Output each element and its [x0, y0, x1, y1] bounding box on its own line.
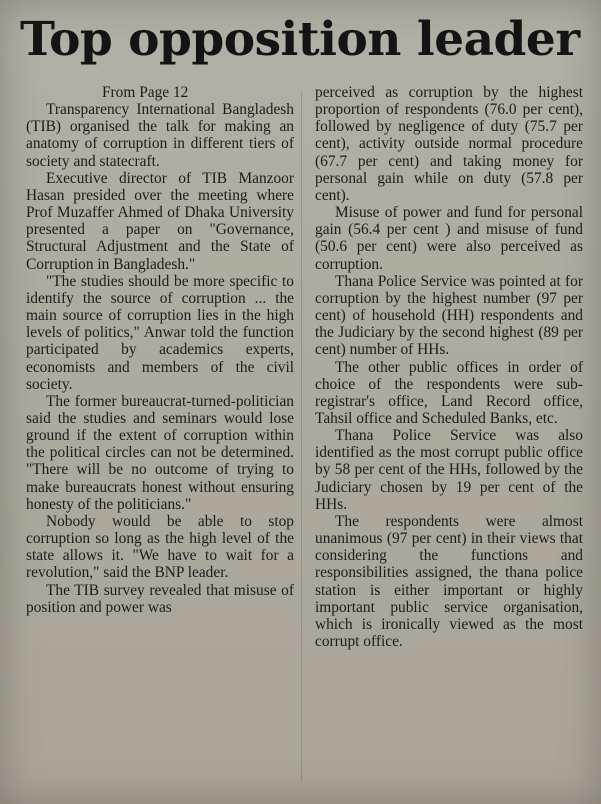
column-divider: [301, 92, 302, 782]
article-paragraph: Misuse of power and fund for personal gain (56.4 per cent ) and misuse of fund (50.6 per cent) were also perceived as corruption.: [315, 204, 583, 273]
article-paragraph: Thana Police Service was pointed at for corruption by the highest number (97 per cent) of household (HH) respondents and the Judiciary by the second highest (89 per cent) number of HHs.: [315, 272, 583, 359]
right-column: [315, 84, 583, 650]
article-paragraph: Transparency International Bangladesh (TIB) organised the talk for making an anatomy of corruption in different tiers of society and statecraft.: [26, 101, 294, 170]
article-paragraph: The other public offices in order of choice of the respondents were sub-registrar's office, Land Record office, Tahsil office and Scheduled Banks, etc.: [315, 358, 583, 427]
article-paragraph: Nobody would be able to stop corruption so long as the high level of the state allows it. "We have to wait for a revolution," said the BNP leader.: [26, 512, 294, 582]
article-paragraph: The TIB survey revealed that misuse of position and power was: [26, 581, 294, 616]
article-paragraph: The former bureaucrat-turned-politician said the studies and seminars would lose ground if the extent of corruption within the political circles can not be determined. "There will be no outcome of trying to make bureaucrats honest without ensuring honesty of the politicians.": [26, 392, 294, 513]
left-column: [26, 84, 294, 616]
page-reference: From Page 12: [102, 84, 189, 101]
article-paragraph: The respondents were almost unanimous (97 per cent) in their views that considering the functions and responsibilities assigned, the thana police station is either important or highly important public service organisation, which is ironically viewed as the most corrupt office.: [315, 512, 583, 650]
article-paragraph: Executive director of TIB Manzoor Hasan presided over the meeting where Prof Muzaffer Ahmed of Dhaka University presented a paper on "Governance, Structural Adjustment and the State of Corruption in Bangladesh.": [26, 169, 294, 273]
article-paragraph-continued: perceived as corruption by the highest proportion of respondents (76.0 per cent), followed by negligence of duty (75.7 per cent), activity outside normal procedure (67.7 per cent) and taking money for personal gain while on duty (57.8 per cent).: [315, 84, 583, 204]
article-paragraph: Thana Police Service was also identified as the most corrupt public office by 58 per cent of the HHs, followed by the Judiciary chosen by 19 per cent of the HHs.: [315, 427, 583, 513]
headline: Top opposition leader: [20, 12, 580, 67]
article-paragraph: "The studies should be more specific to identify the source of corruption ... the main source of corruption lies in the high levels of politics," Anwar told the function participated by academics experts, economists and members of the civil society.: [26, 272, 294, 393]
